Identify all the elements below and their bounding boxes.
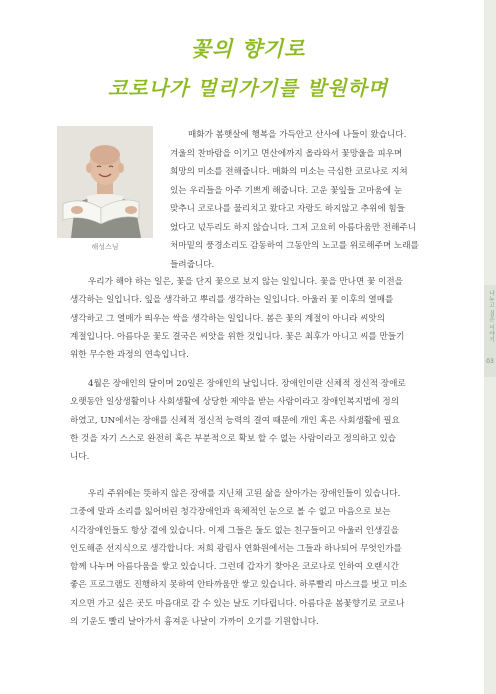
monk-reading-illustration (57, 126, 153, 238)
text-line: 그중에 말과 소리를 잃어버린 청각장애인과 육체적인 눈으로 볼 수 없고 마음으로 보는 (70, 507, 391, 518)
photo-caption: 해성스님 (91, 243, 119, 251)
text-line: 었다고 넋두리도 하지 않습니다. 그저 고요히 아름다움만 전해주니 (170, 222, 416, 233)
text-line: 오랫동안 일상생활이나 사회생활에 상당한 제약을 받는 사람이라고 장애인복지법에 정의 (70, 397, 400, 408)
paragraph-3 (70, 375, 432, 466)
text-line: 함께 나누며 아름다움을 쌓고 있습니다. 그런데 갑자기 찾아온 코로나로 인하여 오랜시간 (70, 562, 399, 573)
text-line: 시각장애인들도 항상 곁에 있습니다. 이제 그들은 둘도 없는 친구들이고 아울러 인생길을 (70, 525, 399, 536)
text-line: 희망의 미소를 전해줍니다. 매화의 미소는 극심한 코로나로 지쳐 (170, 167, 408, 177)
text-line: 의 기운도 빨리 날아가서 흉져운 나날이 가까이 오기를 기원합니다. (70, 617, 319, 628)
section-label: 나누고 싶은 이야기 (488, 290, 494, 343)
text-line: 생각하는 일입니다. 잎을 생각하고 뿌리를 생각하는 일입니다. 아울러 꽃 이후의 열매를 (70, 295, 394, 306)
text-line: 계절입니다. 아름다운 꽃도 결국은 씨앗을 위한 것입니다. 꽃은 최후가 아니고 씨를 만들기 (70, 331, 405, 342)
text-line: 좋은 프로그램도 진행하지 못하여 안타까움만 쌓고 있습니다. 하루빨리 마스크를 벗고 미소 (70, 580, 408, 591)
page-number: 03 (486, 358, 494, 365)
text-line: 처마밑의 풍경소리도 감동하여 그동안의 노고를 위로해주며 노래를 (170, 241, 419, 251)
text-line: 있는 우리들을 아주 기쁘게 해줍니다. 고운 꽃잎들 고마움에 눈 (170, 185, 403, 196)
text-line: 생각하고 그 열매가 띄우는 싹을 생각하는 일입니다. 봄은 꽃의 계절이 아니라 씨앗의 (70, 313, 386, 324)
text-line: 인도해준 선지식으로 생각합니다. 저희 광림사 연화원에서는 그들과 하나되어 무엇인가를 (70, 543, 402, 554)
text-line: 위한 무수한 과정의 연속입니다. (70, 350, 189, 361)
text-line: 니다. (70, 452, 90, 463)
text-line: 한 것을 자기 스스로 완전히 혹은 부분적으로 확보 할 수 없는 사람이라고 정의하고 있습 (70, 433, 397, 444)
text-line: 지으면 가고 싶은 곳도 마음대로 갈 수 있는 날도 기다립니다. 아름다운 봄꽃향기로 코로나 (70, 598, 405, 609)
title-line-2: 코로나가 멀리가기를 발원하며 (107, 76, 389, 100)
text-line: 4월은 장애인의 달이며 20일은 장애인의 날입니다. 장애인이란 신체적 정신적 장애로 (88, 379, 406, 389)
text-line: 맞추니 코로나를 물리치고 왔다고 자랑도 하지않고 추위에 힘들 (170, 204, 405, 214)
paragraph-4 (70, 485, 432, 631)
intro-paragraph (170, 126, 430, 274)
text-line: 우리가 해야 하는 일은, 꽃을 단지 꽃으로 보지 않는 일입니다. 꽃을 만나면 꽃 이전을 (88, 277, 403, 287)
title-line-1: 꽃의 향기로 (190, 37, 306, 61)
text-line: 하였고, UN에서는 장애를 신체적 정신적 능력의 결여 때문에 개인 혹은 사회생활에 필요 (70, 415, 400, 426)
text-line: 겨울의 찬바람을 이기고 면산에까지 올라와서 꽃망울을 피우며 (170, 148, 403, 159)
monk-photo (57, 126, 153, 238)
text-line: 매화가 봄햇살에 행복을 가득안고 산사에 나들이 왔습니다. (188, 130, 407, 140)
paragraph-2 (70, 273, 432, 364)
text-line: 들려줍니다. (170, 259, 215, 270)
text-line: 우리 주위에는 뜻하지 않은 장애를 지닌채 고된 삶을 살아가는 장애인들이 있습니다. (88, 489, 401, 499)
